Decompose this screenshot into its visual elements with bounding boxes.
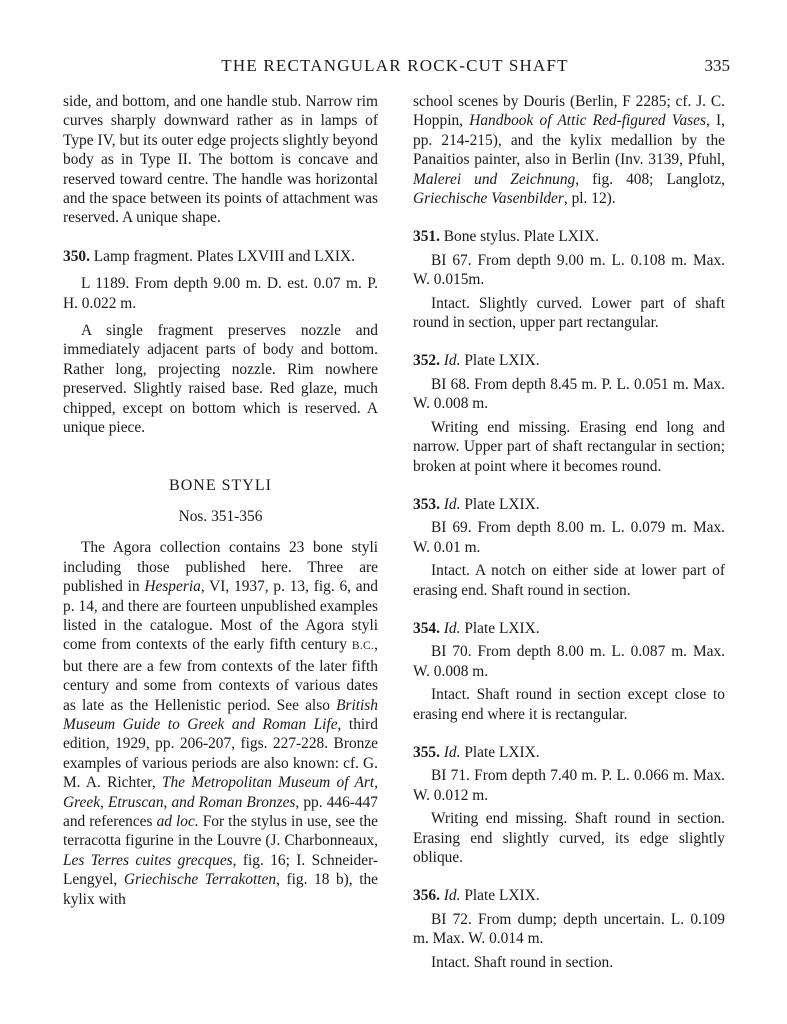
text-run: , pl. 12).	[563, 190, 616, 208]
italic-run: Malerei und Zeichnung	[413, 170, 576, 188]
entry-measurements: BI 71. From depth 7.40 m. P. L. 0.066 m. Max. W. 0.012 m.	[413, 767, 725, 804]
entry-number: 353.	[413, 495, 440, 513]
right-column	[413, 92, 725, 972]
entry-id: Id.	[443, 495, 461, 513]
entry-350-heading	[63, 247, 378, 266]
italic-run: British Museum Guide to Greek and Roman Life	[63, 696, 378, 733]
text-run: , but there are a few from contexts of the later fifth century and some from contexts of various dates as late as the Hellenistic period. See also	[63, 636, 378, 714]
entry-id: Id.	[443, 352, 461, 370]
entry-number: 352.	[413, 352, 440, 370]
left-column	[63, 92, 378, 909]
text-run: , fig. 16; I. Schneider-Lengyel,	[63, 851, 379, 889]
entry-description: Intact. Slightly curved. Lower part of shaft round in section, upper part rectangular.	[413, 294, 725, 332]
continued-paragraph: side, and bottom, and one handle stub. Narrow rim curves sharply downward rather as in lamps of Type IV, but its outer edge projects slightly beyond body as in Type II. The bottom is concave and reserved toward centre. The handle was horizontal and the space between its points of attachment was reserved. A unique shape.	[63, 93, 378, 227]
italic-run: Griechische Vasenbilder	[413, 190, 564, 208]
italic-run: Griechische Terrakotten	[123, 871, 277, 889]
continued-paragraph	[413, 92, 725, 208]
entry-number: 354.	[413, 619, 440, 637]
italic-run: The Metropolitan Museum of Art, Greek, Etruscan, and Roman Bronzes	[63, 774, 378, 811]
text-run: For the stylus in use, see the terracotta figurine in the Louvre (J. Charbonneaux,	[63, 813, 378, 850]
entry-350-description: A single fragment preserves nozzle and immediately adjacent parts of body and bottom. Rather long, projecting nozzle. Rim nowhere preserved. Slightly raised base. Red glaze, much chipped, except on bottom which is reserved. A unique piece.	[63, 322, 378, 437]
italic-run: ad loc.	[156, 813, 199, 830]
entry-description: Intact. Shaft round in section.	[431, 953, 614, 971]
entry-number: 355.	[413, 743, 440, 761]
section-subtitle: Nos. 351-356	[178, 507, 263, 525]
entry-title: Plate LXIX.	[460, 743, 540, 761]
text-run: , pp. 446-447 and references	[63, 793, 378, 830]
italic-run: Les Terres cuites grecques	[63, 851, 233, 869]
entry-description: Writing end missing. Shaft round in section. Erasing end slightly curved, its edge slightly oblique.	[413, 810, 725, 866]
entry-title: Plate LXIX.	[460, 619, 540, 637]
entry-number: 351.	[413, 228, 440, 246]
section-title: BONE STYLI	[169, 476, 272, 494]
entry-id: Id.	[443, 887, 461, 905]
entry-measurements: BI 67. From depth 9.00 m. L. 0.108 m. Max. W. 0.015m.	[413, 251, 725, 289]
italic-run: Handbook of Attic Red-figured Vases	[469, 112, 706, 130]
entry-description: Intact. Shaft round in section except close to erasing end where it is rectangular.	[413, 686, 725, 723]
italic-run: Hesperia	[144, 578, 201, 596]
text-run: , VI, 1937, p. 13, fig. 6, and p. 14, and there are fourteen unpublished examples listed in the catalogue. Most of the Agora styli come from contexts of the early fifth century	[63, 578, 378, 654]
entry-description: Writing end missing. Erasing end long and narrow. Upper part of shaft rectangular in section; broken at point where it becomes round.	[413, 418, 725, 475]
catalogue-entry-heading	[413, 743, 725, 762]
entry-measurements: BI 70. From depth 8.00 m. L. 0.087 m. Max. W. 0.008 m.	[413, 643, 725, 680]
text-run: , fig. 18 b), the kylix with	[63, 871, 379, 908]
entry-measurements: BI 72. From dump; depth uncertain. L. 0.109 m. Max. W. 0.014 m.	[413, 910, 725, 948]
entry-title: Plate LXIX.	[460, 352, 540, 370]
text-run: , I, pp. 214-215), and the kylix medallion by the Panaitios painter, also in Berlin (Inv. 3139, Pfuhl,	[413, 112, 725, 169]
text-run: , fig. 408; Langlotz,	[575, 170, 726, 188]
text-run: , third edition, 1929, pp. 206-207, figs. 227-228. Bronze examples of various periods are also known: cf. G. M. A. Richter,	[63, 715, 378, 792]
entry-id: Id.	[443, 743, 461, 761]
catalogue-entry-heading	[413, 351, 725, 370]
entry-350-measurements: L 1189. From depth 9.00 m. D. est. 0.07 m. P. H. 0.022 m.	[63, 275, 378, 312]
text-run: The Agora collection contains 23 bone styli including those published here. Three are published in	[63, 539, 378, 596]
entry-measurements: BI 68. From depth 8.45 m. P. L. 0.051 m. Max. W. 0.008 m.	[413, 375, 725, 413]
entry-id: Id.	[443, 619, 461, 637]
entry-title: Plate LXIX.	[460, 887, 540, 905]
entry-title: Lamp fragment. Plates LXVIII and LXIX.	[89, 247, 355, 265]
entry-title: Plate LXIX.	[460, 495, 540, 513]
entry-title: Bone stylus. Plate LXIX.	[439, 228, 599, 246]
text-run: school scenes by Douris (Berlin, F 2285; cf. J. C. Hoppin,	[413, 93, 725, 130]
catalogue-entry-heading	[413, 886, 725, 905]
page-number: 335	[704, 56, 730, 75]
intro-paragraph	[63, 538, 378, 909]
entry-measurements: BI 69. From depth 8.00 m. L. 0.079 m. Max. W. 0.01 m.	[413, 519, 725, 556]
running-title: THE RECTANGULAR ROCK-CUT SHAFT	[221, 56, 569, 75]
entry-number: 356.	[413, 887, 440, 905]
entry-number: 350.	[63, 247, 90, 265]
catalogue-entry-heading	[413, 495, 725, 514]
running-header	[60, 56, 730, 80]
small-caps-run: B.C.	[351, 640, 375, 653]
catalogue-entry-heading	[413, 227, 725, 246]
catalogue-entries	[413, 208, 725, 972]
entry-description: Intact. A notch on either side at lower part of erasing end. Shaft round in section.	[413, 562, 725, 599]
catalogue-entry-heading	[413, 619, 725, 638]
